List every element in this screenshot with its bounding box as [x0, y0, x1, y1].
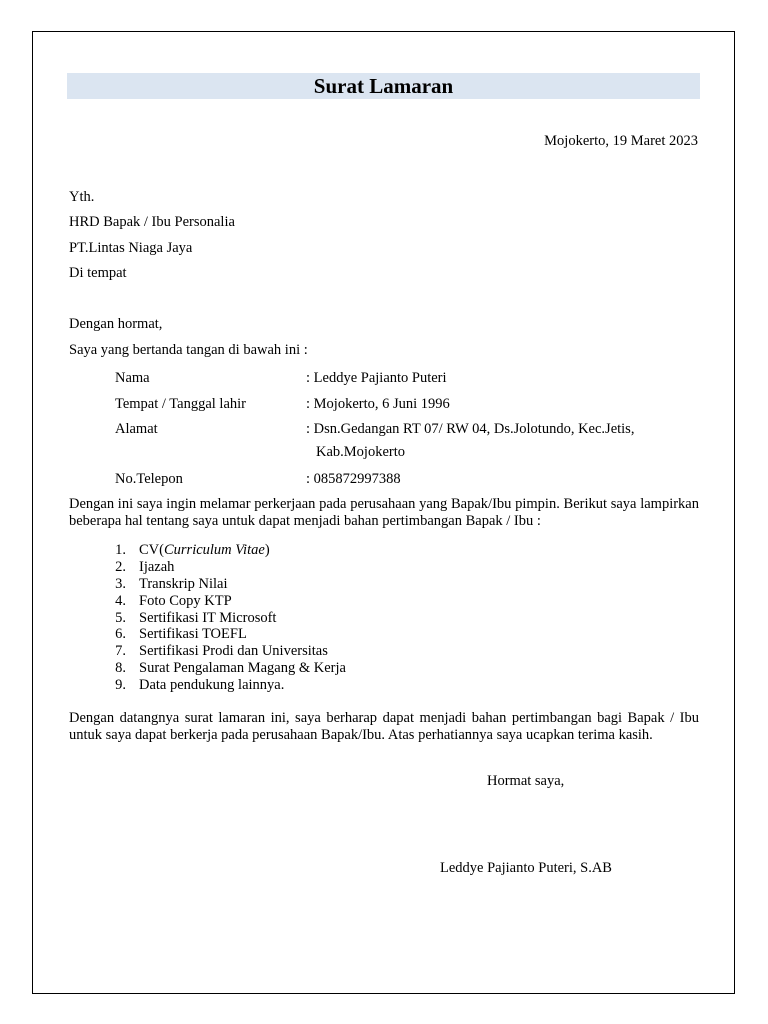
intro-text: Saya yang bertanda tangan di bawah ini :: [69, 342, 308, 358]
identity-value-name: : Leddye Pajianto Puteri: [306, 370, 447, 386]
recipient-line-1: Yth.: [69, 189, 95, 205]
body-paragraph-2: Dengan datangnya surat lamaran ini, saya berharap dapat menjadi bahan pertimbangan bagi Bapak / Ibu untuk saya dapat berkerja pada perusahaan Bapak/Ibu. Atas perhatiannya saya ucapkan terima kasih.: [69, 710, 699, 743]
identity-label-birth: Tempat / Tanggal lahir: [115, 396, 246, 412]
recipient-line-2: HRD Bapak / Ibu Personalia: [69, 214, 235, 230]
identity-value-address-cont: Kab.Mojokerto: [316, 444, 405, 460]
list-item: 2. Ijazah: [115, 558, 175, 575]
list-item: 3. Transkrip Nilai: [115, 575, 228, 592]
identity-value-address: : Dsn.Gedangan RT 07/ RW 04, Ds.Jolotundo, Kec.Jetis,: [306, 421, 635, 437]
identity-label-name: Nama: [115, 370, 150, 386]
list-item: 9. Data pendukung lainnya.: [115, 677, 285, 694]
list-item: 6. Sertifikasi TOEFL: [115, 626, 247, 643]
salutation: Dengan hormat,: [69, 316, 163, 332]
body-paragraph-1: Dengan ini saya ingin melamar perkerjaan pada perusahaan yang Bapak/Ibu pimpin. Berikut saya lampirkan beberapa hal tentang saya untuk dapat menjadi bahan pertimbangan Bapak / Ibu :: [69, 496, 699, 529]
closing: Hormat saya,: [487, 773, 565, 789]
signature-name: Leddye Pajianto Puteri, S.AB: [440, 860, 612, 876]
recipient-line-4: Di tempat: [69, 265, 127, 281]
list-item: 7. Sertifikasi Prodi dan Universitas: [115, 643, 328, 660]
recipient-line-3: PT.Lintas Niaga Jaya: [69, 240, 193, 256]
identity-value-birth: : Mojokerto, 6 Juni 1996: [306, 396, 450, 412]
list-item: 1. CV(Curriculum Vitae): [115, 542, 270, 558]
identity-value-phone: : 085872997388: [306, 471, 401, 487]
identity-label-phone: No.Telepon: [115, 471, 183, 487]
list-item: 5. Sertifikasi IT Microsoft: [115, 609, 277, 626]
list-item: 8. Surat Pengalaman Magang & Kerja: [115, 660, 346, 677]
letter-date: Mojokerto, 19 Maret 2023: [544, 133, 698, 149]
list-item: 4. Foto Copy KTP: [115, 592, 232, 609]
identity-label-address: Alamat: [115, 421, 158, 437]
page-title: Surat Lamaran: [67, 73, 700, 99]
attachment-list: [110, 542, 346, 694]
